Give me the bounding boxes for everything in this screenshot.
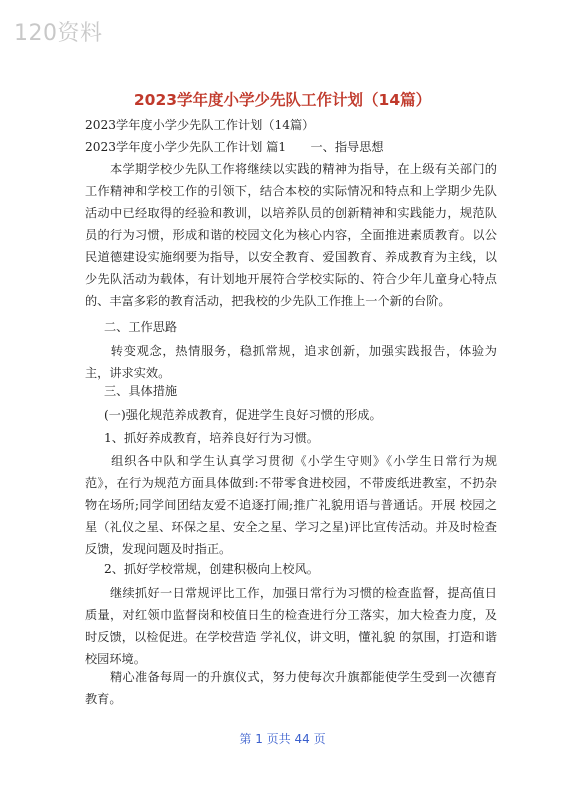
document-title: 2023学年度小学少先队工作计划（14篇） <box>133 91 432 109</box>
page-number-footer: 第 1 页共 44 页 <box>239 732 326 746</box>
paragraph-guiding-ideology: 本学期学校少先队工作将继续以实践的精神为指导，在上级有关部门的工作精神和学校工作的引领下，结合本校的实际情况和特点和上学期少先队活动中已经取得的经验和教训，以培养队员的创新精神和实践能力，规范队员的行为习惯，形成和谐的校园文化为核心内容，全面推进素质教育。以公民道德建设实施纲要为指导，以安全教育、爱国教育、养成教育为主线，以少先队活动为载体，有计划地开展符合学校实际的、符合少年儿童身心特点的、丰富多彩的教育活动，把我校的少先队工作推上一个新的台阶。 <box>85 162 497 308</box>
measure-item-1-2: 2、抓好学校常规，创建积极向上校风。 <box>104 562 319 576</box>
paragraph-school-routine: 继续抓好一日常规评比工作，加强日常行为习惯的检查监督，提高值日质量，对红领巾监督岗和校值日生的检查进行分工落实，加大检查力度，及时反馈，以检促进。在学校营造 学礼仪，讲文明，懂礼貌 的氛围，打造和谐校园环境。 <box>85 586 497 666</box>
paragraph-flag-ceremony: 精心准备每周一的升旗仪式，努力使每次升旗都能使学生受到一次德育教育。 <box>85 670 497 706</box>
subtitle: 2023学年度小学少先队工作计划（14篇） <box>85 118 315 132</box>
heading-work-thinking: 二、工作思路 <box>104 320 178 334</box>
measure-item-1-1: 1、抓好养成教育，培养良好行为习惯。 <box>104 431 319 445</box>
paragraph-behavior-norms: 组织各中队和学生认真学习贯彻《小学生守则》《小学生日常行为规范》，在行为规范方面具体做到:不带零食进校园，不带废纸进教室，不扔杂物在场所;同学间团结友爱不追逐打闹;推广礼貌用语与普通话。开展 校园之星（礼仪之星、环保之星、安全之星、学习之星)评比宣传活动。并及时检查反馈，发现问题及时指正。 <box>85 454 497 556</box>
section-heading: 2023学年度小学少先队工作计划 篇1 一、指导思想 <box>85 140 384 154</box>
watermark: 120资料 <box>14 21 103 46</box>
heading-measures: 三、具体措施 <box>104 384 178 398</box>
paragraph-work-thinking: 转变观念，热情服务，稳抓常规，追求创新，加强实践报告，体验为主，讲求实效。 <box>85 344 497 380</box>
measure-item-1: (一)强化规范养成教育，促进学生良好习惯的形成。 <box>104 408 382 422</box>
